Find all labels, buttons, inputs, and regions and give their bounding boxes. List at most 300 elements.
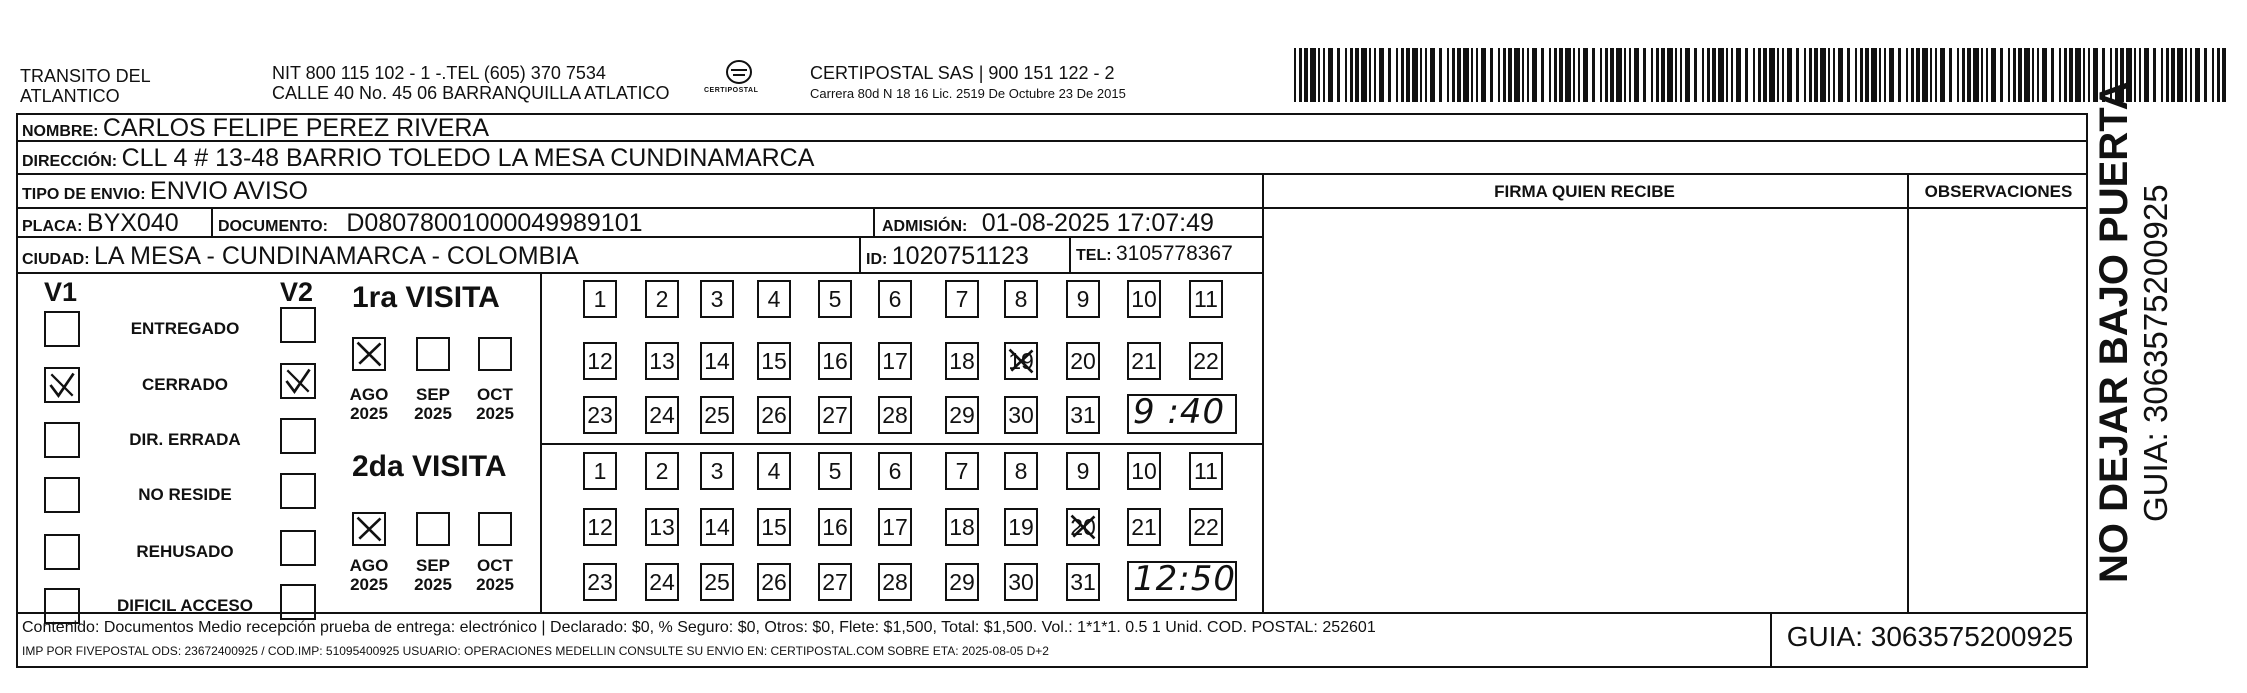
status-v1-checkbox[interactable] (44, 367, 80, 403)
direccion-label: DIRECCIÓN: (22, 153, 118, 170)
visit-day-number: 30 (1008, 401, 1034, 428)
barcode-bar (1712, 48, 1716, 102)
visit-day-box[interactable] (757, 563, 791, 601)
barcode-bar (2217, 48, 2220, 102)
status-label: DIFICIL ACCESO (116, 596, 253, 615)
barcode-bar (1898, 48, 1901, 102)
visit-day-box[interactable] (583, 342, 617, 380)
visit-day-number: 28 (882, 568, 908, 595)
visit-month-checkbox[interactable] (478, 512, 512, 546)
visit-day-box[interactable] (1066, 280, 1100, 318)
barcode-bar (1884, 48, 1886, 102)
visit-month-year: 2025 (476, 575, 514, 594)
visit-day-box[interactable] (1066, 563, 1100, 601)
visit-day-number: 17 (882, 513, 908, 540)
visit-month-label (344, 385, 394, 423)
visit-day-box[interactable] (878, 342, 912, 380)
side-guia: GUIA: 3063575200925 (2137, 184, 2174, 522)
barcode-bar (1476, 48, 1478, 102)
visit-day-box[interactable] (878, 508, 912, 546)
visit-day-box[interactable] (878, 452, 912, 490)
visit-day-number: 12 (587, 347, 613, 374)
carrier-address: Carrera 80d N 18 16 Lic. 2519 De Octubre 23 De 2015 (810, 86, 1126, 101)
barcode-bar (1369, 48, 1371, 102)
barcode-bar (1949, 48, 1952, 102)
visit-day-box[interactable] (700, 396, 734, 434)
barcode-bar (1787, 48, 1792, 102)
barcode-bar (2204, 48, 2207, 102)
visit-day-box[interactable] (878, 563, 912, 601)
visit-day-box[interactable] (700, 342, 734, 380)
visit-day-number: 27 (822, 568, 848, 595)
barcode-bar (1731, 48, 1733, 102)
visit-day-number: 21 (1131, 347, 1157, 374)
barcode-bar (2018, 48, 2022, 102)
barcode-bar (1694, 48, 1697, 102)
visit-day-box[interactable] (1127, 342, 1161, 380)
visit-day-number: 23 (587, 401, 613, 428)
visit-day-number: 28 (882, 401, 908, 428)
barcode-bar (1522, 48, 1524, 102)
barcode-bar (1406, 48, 1410, 102)
barcode-bar (2024, 48, 2030, 102)
barcode-bar (1457, 48, 1461, 102)
status-label: ENTREGADO (130, 319, 240, 338)
barcode-bar (1396, 48, 1398, 102)
sender-info (272, 63, 670, 103)
barcode-bar (1355, 48, 1359, 102)
visit-day-box[interactable] (1066, 452, 1100, 490)
firma-area[interactable] (1264, 209, 1907, 612)
barcode-bar (1782, 48, 1784, 102)
barcode-bar (2190, 48, 2192, 102)
barcode-bar (1401, 48, 1404, 102)
ciudad-label: CIUDAD: (22, 251, 90, 268)
barcode-bar (1745, 48, 1748, 102)
barcode-bar (1629, 48, 1631, 102)
visit-title: 2da VISITA (352, 450, 507, 483)
status-v2-checkbox[interactable] (280, 363, 316, 399)
firma-label: FIRMA QUIEN RECIBE (1494, 182, 1675, 201)
tipo-envio-value: ENVIO AVISO (150, 177, 308, 205)
direccion-row (22, 144, 814, 173)
barcode-bar (2088, 48, 2090, 102)
visit-day-box[interactable] (945, 508, 979, 546)
status-label: REHUSADO (136, 542, 234, 561)
barcode-bar (1680, 48, 1682, 102)
barcode-bar (1718, 48, 1724, 102)
barcode-bar (2051, 48, 2054, 102)
barcode-bar (1957, 48, 1959, 102)
visit-month-name: SEP (415, 556, 451, 575)
barcode-bar (1804, 48, 1806, 102)
visit-day-number: 20 (1070, 513, 1096, 540)
barcode-bar (1299, 48, 1302, 102)
barcode-bar (1379, 48, 1384, 102)
barcode-bar (1916, 48, 1920, 102)
nombre-label: NOMBRE: (22, 123, 99, 140)
barcode-bar (2171, 48, 2175, 102)
visit-day-box[interactable] (583, 508, 617, 546)
barcode-bar (1634, 48, 1639, 102)
status-v1-checkbox[interactable] (44, 477, 80, 513)
visit-day-box[interactable] (1066, 396, 1100, 434)
status-v2-checkbox[interactable] (280, 418, 316, 454)
visit-day-number: 29 (949, 568, 975, 595)
visit-day-box[interactable] (818, 508, 852, 546)
visit-day-number: 26 (761, 401, 787, 428)
barcode-bar (1345, 48, 1347, 102)
visit-month-checkbox[interactable] (416, 337, 450, 371)
status-v2-checkbox[interactable] (280, 584, 316, 620)
barcode-bar (1922, 48, 1928, 102)
barcode-bar (1769, 48, 1775, 102)
status-v2-checkbox[interactable] (280, 530, 316, 566)
barcode-bar (1911, 48, 1914, 102)
visit-day-number: 13 (649, 347, 675, 374)
visit-day-box[interactable] (583, 563, 617, 601)
barcode-bar (1318, 48, 1320, 102)
barcode-bar (1514, 48, 1520, 102)
visit-day-box[interactable] (1004, 342, 1038, 380)
footer-imp-line: IMP POR FIVEPOSTAL ODS: 23672400925 / COD.IMP: 51095400925 USUARIO: OPERACIONES MEDELLIN CONSULTE SU ENVIO EN: CERTIPOSTAL.COM SOBRE ETA: 2025-08-05 D+2 (22, 644, 1049, 658)
barcode-bar (1702, 48, 1704, 102)
barcode-bar (1374, 48, 1376, 102)
barcode-bar (1554, 48, 1557, 102)
barcode-bar (1865, 48, 1869, 102)
visit-day-box[interactable] (945, 396, 979, 434)
visit-month-name: OCT (477, 385, 513, 404)
visit-day-box[interactable] (818, 342, 852, 380)
barcode-bar (1753, 48, 1755, 102)
barcode-bar (1430, 48, 1435, 102)
visit-day-number: 3 (710, 457, 724, 484)
barcode-bar (1820, 48, 1826, 102)
admision-value: 01-08-2025 17:07:49 (981, 209, 1214, 237)
status-label: DIR. ERRADA (129, 430, 241, 449)
visit-day-number: 29 (949, 401, 975, 428)
direccion-value: CLL 4 # 13-48 BARRIO TOLEDO LA MESA CUNDINAMARCA (121, 144, 815, 172)
visit-day-number: 23 (587, 568, 613, 595)
visit-day-box[interactable] (1004, 563, 1038, 601)
visit-day-number: 1 (593, 285, 607, 312)
barcode-bar (1763, 48, 1767, 102)
visit-day-number: 4 (767, 457, 781, 484)
visit-day-box[interactable] (1066, 508, 1100, 546)
barcode-bar (1833, 48, 1835, 102)
visit-day-box[interactable] (1189, 280, 1223, 318)
visit-day-number: 25 (704, 401, 730, 428)
visit-day-number: 6 (888, 457, 902, 484)
visit-day-number: 17 (882, 347, 908, 374)
barcode-bar (1310, 48, 1316, 102)
barcode-bar (2042, 48, 2047, 102)
visit-day-box[interactable] (645, 508, 679, 546)
barcode-bar (1986, 48, 1988, 102)
visit-day-number: 3 (710, 285, 724, 312)
sender-nit: NIT 800 115 102 - 1 -.TEL (605) 370 7534 (272, 63, 606, 83)
barcode-bar (1573, 48, 1575, 102)
barcode-bar (2153, 48, 2156, 102)
barcode-bar (2166, 48, 2169, 102)
barcode-bar (2139, 48, 2141, 102)
visit-day-number: 15 (761, 347, 787, 374)
visit-day-box[interactable] (818, 452, 852, 490)
visit-day-number: 5 (828, 285, 842, 312)
visit-day-number: 19 (1008, 347, 1034, 374)
v1-header: V1 (44, 277, 78, 307)
visit-day-number: 9 (1076, 285, 1090, 312)
barcode-bar (1565, 48, 1571, 102)
visit-day-number: 27 (822, 401, 848, 428)
visit-day-box[interactable] (945, 452, 979, 490)
documento-label: DOCUMENTO: (218, 218, 328, 235)
barcode-bar (1685, 48, 1690, 102)
barcode-bar (1906, 48, 1908, 102)
visit-month-name: SEP (415, 385, 451, 404)
visit-month-checkbox[interactable] (416, 512, 450, 546)
visit-day-box[interactable] (645, 396, 679, 434)
visit-day-box[interactable] (583, 452, 617, 490)
barcode-bar (1616, 48, 1622, 102)
barcode-bar (2083, 48, 2085, 102)
visit-day-number: 30 (1008, 568, 1034, 595)
v2-header: V2 (280, 277, 314, 307)
visit-day-box[interactable] (757, 452, 791, 490)
barcode (1292, 48, 2232, 102)
visit-day-box[interactable] (1127, 452, 1161, 490)
barcode-bar (2195, 48, 2200, 102)
visit-day-number: 15 (761, 513, 787, 540)
barcode-bar (2177, 48, 2183, 102)
visit-month-year: 2025 (414, 575, 452, 594)
sender-name (20, 66, 151, 106)
visit-day-box[interactable] (818, 396, 852, 434)
visit-day-number: 12 (587, 513, 613, 540)
visit-month-checkbox[interactable] (352, 337, 386, 371)
tel-field (1076, 242, 1233, 266)
barcode-bar (1425, 48, 1427, 102)
barcode-bar (1549, 48, 1551, 102)
ciudad-field (22, 242, 579, 271)
barcode-bar (1412, 48, 1418, 102)
visit-day-box[interactable] (1004, 452, 1038, 490)
barcode-bar (1656, 48, 1659, 102)
visit-day-box[interactable] (1189, 452, 1223, 490)
visit-day-number: 10 (1131, 285, 1157, 312)
visit-day-number: 11 (1194, 457, 1218, 484)
barcode-bar (2144, 48, 2149, 102)
barcode-bar (1350, 48, 1353, 102)
barcode-bar (1361, 48, 1367, 102)
barcode-bar (1532, 48, 1537, 102)
visit-time-box[interactable] (1127, 561, 1237, 601)
visit-day-box[interactable] (878, 280, 912, 318)
visit-day-number: 24 (649, 568, 675, 595)
barcode-bar (1940, 48, 1945, 102)
admision-label: ADMISIÓN: (882, 218, 968, 235)
visit-day-box[interactable] (1066, 342, 1100, 380)
visit-day-number: 7 (955, 457, 969, 484)
visit-day-number: 22 (1193, 513, 1219, 540)
tipo-envio-row (22, 177, 308, 206)
visit-day-box[interactable] (1127, 280, 1161, 318)
placa-field (22, 209, 179, 238)
visit-day-number: 24 (649, 401, 675, 428)
status-v1-checkbox[interactable] (44, 311, 80, 347)
nombre-row (22, 114, 489, 143)
barcode-bar (2222, 48, 2226, 102)
visit-day-box[interactable] (818, 280, 852, 318)
visit-day-box[interactable] (757, 508, 791, 546)
visit-day-box[interactable] (583, 396, 617, 434)
visit-title: 1ra VISITA (352, 281, 500, 314)
visit-day-box[interactable] (757, 280, 791, 318)
footer-guia: GUIA: 3063575200925 (1786, 621, 2074, 652)
barcode-bar (1809, 48, 1812, 102)
no-dejar-bajo-puerta: NO DEJAR BAJO PUERTA (2092, 81, 2136, 583)
visit-month-label (344, 556, 394, 594)
status-v2-checkbox[interactable] (280, 307, 316, 343)
visit-day-box[interactable] (645, 452, 679, 490)
barcode-bar (1463, 48, 1469, 102)
visit-day-box[interactable] (945, 280, 979, 318)
barcode-bar (1981, 48, 1983, 102)
visit-day-number: 5 (828, 457, 842, 484)
visit-day-box[interactable] (583, 280, 617, 318)
visit-day-number: 2 (655, 457, 669, 484)
barcode-bar (1675, 48, 1677, 102)
barcode-bar (2161, 48, 2163, 102)
visit-day-box[interactable] (700, 563, 734, 601)
barcode-bar (1605, 48, 1608, 102)
visit-day-number: 1 (593, 457, 607, 484)
visit-day-number: 18 (949, 347, 975, 374)
visit-day-box[interactable] (757, 342, 791, 380)
barcode-bar (2037, 48, 2039, 102)
barcode-bar (1991, 48, 1996, 102)
observaciones-label: OBSERVACIONES (1924, 182, 2073, 201)
visit-time-handwritten: 12:50 (1133, 559, 1236, 599)
ciudad-value: LA MESA - CUNDINAMARCA - COLOMBIA (94, 242, 579, 270)
id-label: ID: (866, 251, 888, 268)
visit-day-number: 31 (1070, 568, 1096, 595)
barcode-bar (1847, 48, 1850, 102)
visit-month-label (408, 385, 458, 423)
visit-day-number: 8 (1014, 285, 1028, 312)
barcode-bar (2000, 48, 2003, 102)
visit-month-checkbox[interactable] (352, 512, 386, 546)
visit-day-number: 21 (1131, 513, 1157, 540)
barcode-bar (1871, 48, 1877, 102)
visit-month-label (470, 556, 520, 594)
visit-day-number: 14 (704, 513, 730, 540)
visit-day-number: 8 (1014, 457, 1028, 484)
status-v2-checkbox[interactable] (280, 473, 316, 509)
barcode-bar (1541, 48, 1544, 102)
barcode-bar (1855, 48, 1857, 102)
barcode-bar (1643, 48, 1646, 102)
barcode-bar (1860, 48, 1863, 102)
barcode-bar (1828, 48, 1830, 102)
barcode-bar (1503, 48, 1506, 102)
barcode-bar (1508, 48, 1512, 102)
barcode-bar (1967, 48, 1971, 102)
visit-month-year: 2025 (350, 404, 388, 423)
visit-time-box[interactable] (1127, 394, 1237, 434)
barcode-bar (1527, 48, 1529, 102)
visit-day-box[interactable] (1127, 508, 1161, 546)
visit-day-box[interactable] (1004, 280, 1038, 318)
barcode-bar (1420, 48, 1422, 102)
visit-day-box[interactable] (878, 396, 912, 434)
status-v1-checkbox[interactable] (44, 534, 80, 570)
status-label: NO RESIDE (138, 485, 232, 504)
barcode-bar (1667, 48, 1673, 102)
visit-day-box[interactable] (645, 280, 679, 318)
visit-day-box[interactable] (700, 508, 734, 546)
observaciones-area[interactable] (1909, 209, 2088, 612)
visit-day-box[interactable] (1189, 342, 1223, 380)
id-field (866, 242, 1029, 271)
visit-day-box[interactable] (1004, 396, 1038, 434)
visit-day-number: 22 (1193, 347, 1219, 374)
barcode-bar (1452, 48, 1455, 102)
visit-day-box[interactable] (818, 563, 852, 601)
visit-day-number: 16 (822, 347, 848, 374)
visit-day-box[interactable] (945, 342, 979, 380)
barcode-bar (1814, 48, 1818, 102)
certipostal-logo-text: CERTIPOSTAL (704, 87, 759, 94)
barcode-bar (1439, 48, 1442, 102)
tel-value: 3105778367 (1116, 242, 1233, 265)
barcode-bar (1707, 48, 1710, 102)
barcode-bar (1490, 48, 1493, 102)
visit-day-number: 14 (704, 347, 730, 374)
barcode-bar (1471, 48, 1473, 102)
barcode-bar (1610, 48, 1614, 102)
carrier-name: CERTIPOSTAL SAS | 900 151 122 - 2 (810, 63, 1115, 83)
barcode-bar (2008, 48, 2010, 102)
barcode-bar (1578, 48, 1580, 102)
sender-name-line2: ATLANTICO (20, 86, 120, 106)
tel-label: TEL: (1076, 247, 1112, 264)
visit-month-checkbox[interactable] (478, 337, 512, 371)
barcode-bar (1388, 48, 1391, 102)
barcode-bar (1592, 48, 1595, 102)
visit-day-box[interactable] (945, 563, 979, 601)
visit-month-label (470, 385, 520, 423)
documento-value: D08078001000049989101 (346, 209, 643, 237)
visit-day-box[interactable] (1189, 508, 1223, 546)
visit-day-box[interactable] (700, 452, 734, 490)
barcode-bar (2013, 48, 2016, 102)
barcode-bar (2069, 48, 2073, 102)
visit-day-box[interactable] (757, 396, 791, 434)
visit-day-box[interactable] (645, 563, 679, 601)
visit-month-label (408, 556, 458, 594)
visit-day-box[interactable] (1004, 508, 1038, 546)
barcode-bar (1930, 48, 1932, 102)
visit-day-box[interactable] (645, 342, 679, 380)
barcode-bar (1304, 48, 1308, 102)
status-v1-checkbox[interactable] (44, 422, 80, 458)
barcode-bar (1294, 48, 1296, 102)
visit-day-box[interactable] (700, 280, 734, 318)
barcode-bar (1498, 48, 1500, 102)
visit-month-name: AGO (349, 385, 389, 404)
barcode-bar (2059, 48, 2061, 102)
